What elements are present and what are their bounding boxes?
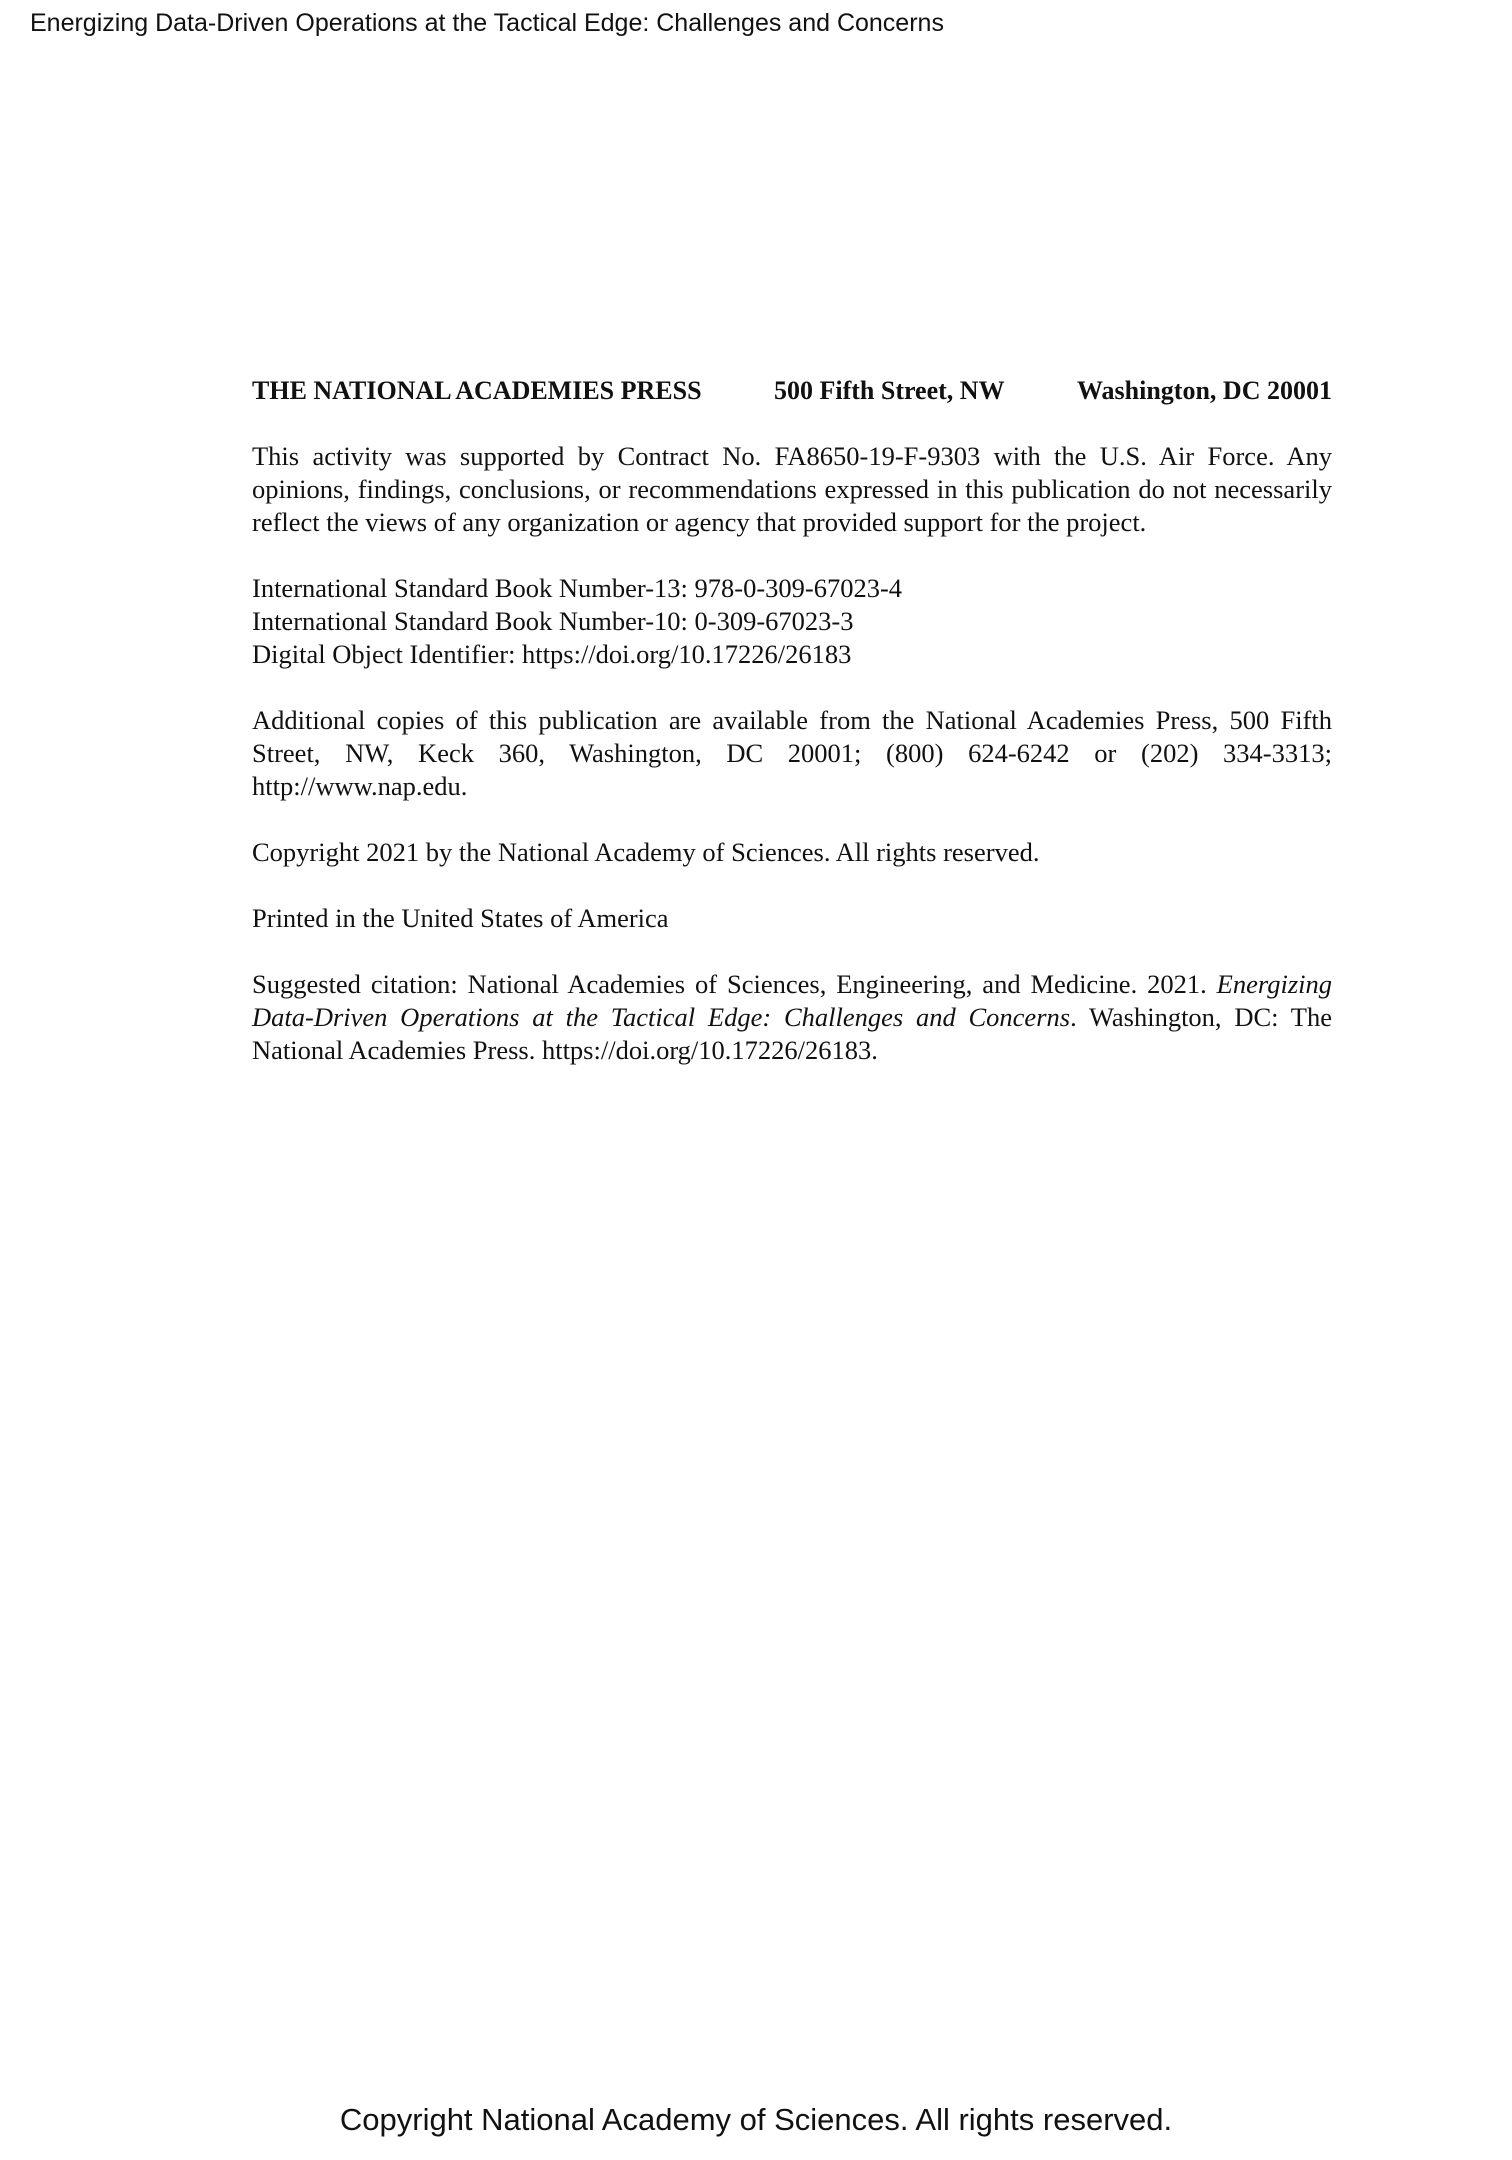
publisher-city: Washington, DC 20001 <box>1076 376 1332 405</box>
isbn-10: International Standard Book Number-10: 0-309-67023-3 <box>252 606 854 636</box>
suggested-citation <box>252 968 1332 1067</box>
publisher-name: THE NATIONAL ACADEMIES PRESS <box>252 376 702 405</box>
publisher-header <box>252 374 1332 407</box>
copyright-page-body <box>252 374 1332 1100</box>
identifiers-block <box>252 572 1332 671</box>
doi-line: Digital Object Identifier: https://doi.org/10.17226/26183 <box>252 639 852 669</box>
copyright-line: Copyright 2021 by the National Academy of Sciences. All rights reserved. <box>252 837 1040 867</box>
running-header-title: Energizing Data-Driven Operations at the Tactical Edge: Challenges and Concerns <box>30 9 944 37</box>
printed-in-line: Printed in the United States of America <box>252 903 669 933</box>
citation-suffix: . Washington, DC: The National Academies Press. https://doi.org/10.17226/26183. <box>252 1002 1332 1065</box>
publisher-street: 500 Fifth Street, NW <box>773 376 1005 405</box>
footer-copyright-notice: Copyright National Academy of Sciences. All rights reserved. <box>339 2102 1173 2137</box>
support-statement: This activity was supported by Contract No. FA8650-19-F-9303 with the U.S. Air Force. Any opinions, findings, conclusions, or recommendations expressed in this publication do not necessarily reflect the views of any organization or agency that provided support for the project. <box>252 441 1332 537</box>
additional-copies-info: Additional copies of this publication are available from the National Academies Press, 500 Fifth Street, NW, Keck 360, Washington, DC 20001; (800) 624-6242 or (202) 334-3313; http://www.nap.edu. <box>252 705 1332 801</box>
isbn-13: International Standard Book Number-13: 978-0-309-67023-4 <box>252 573 903 603</box>
citation-prefix: Suggested citation: National Academies of Sciences, Engineering, and Medicine. 2021. <box>252 969 1217 999</box>
citation-title: Energizing Data-Driven Operations at the Tactical Edge: Challenges and Concerns <box>252 969 1332 1032</box>
